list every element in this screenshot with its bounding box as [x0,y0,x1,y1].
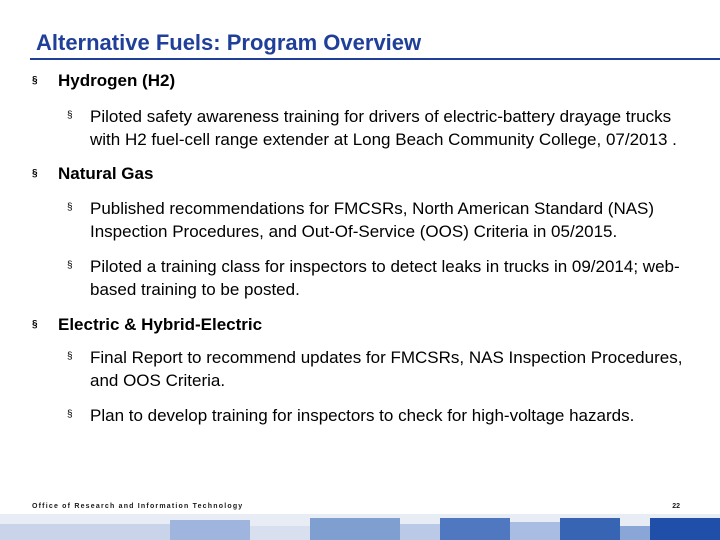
list-item-text: Piloted safety awareness training for drivers of electric-battery drayage trucks with H2 fuel-cell range extender at Long Beach Community College, 07/2013 . [90,107,677,149]
list-item [30,404,700,427]
footer-band [0,514,720,540]
section-hydrogen [30,70,700,151]
slide-title: Alternative Fuels: Program Overview [36,30,422,55]
list-item [30,346,700,392]
section-heading-text: Hydrogen (H2) [58,71,176,90]
section-heading [30,70,700,92]
slide-body [30,70,700,427]
bullet-icon: § [32,168,38,179]
list-item-text: Piloted a training class for inspectors to detect leaks in trucks in 09/2014; web-based training to be posted. [90,257,680,299]
bullet-icon: § [32,75,38,86]
list-item-text: Final Report to recommend updates for FMCSRs, NAS Inspection Procedures, and OOS Criteria. [90,348,683,390]
section-natural-gas [30,163,700,301]
section-heading [30,163,700,185]
bullet-icon: § [67,202,73,213]
list-item [30,197,700,243]
bullet-icon: § [32,319,38,330]
footer-office-name: Office of Research and Information Technology [32,503,244,510]
page-number: 22 [672,503,680,510]
section-heading [30,314,700,336]
bullet-icon: § [67,110,73,121]
section-electric [30,314,700,427]
section-heading-text: Natural Gas [58,164,154,183]
title-underline [30,58,720,60]
list-item-text: Plan to develop training for inspectors to check for high-voltage hazards. [90,406,635,425]
list-item-text: Published recommendations for FMCSRs, North American Standard (NAS) Inspection Procedures, and Out-Of-Service (OOS) Criteria in 05/2015. [90,199,655,241]
footer-band-pattern [0,518,720,540]
section-heading-text: Electric & Hybrid-Electric [58,315,263,334]
bullet-icon: § [67,260,73,271]
bullet-icon: § [67,351,73,362]
list-item [30,105,700,151]
bullet-icon: § [67,409,73,420]
list-item [30,255,700,301]
